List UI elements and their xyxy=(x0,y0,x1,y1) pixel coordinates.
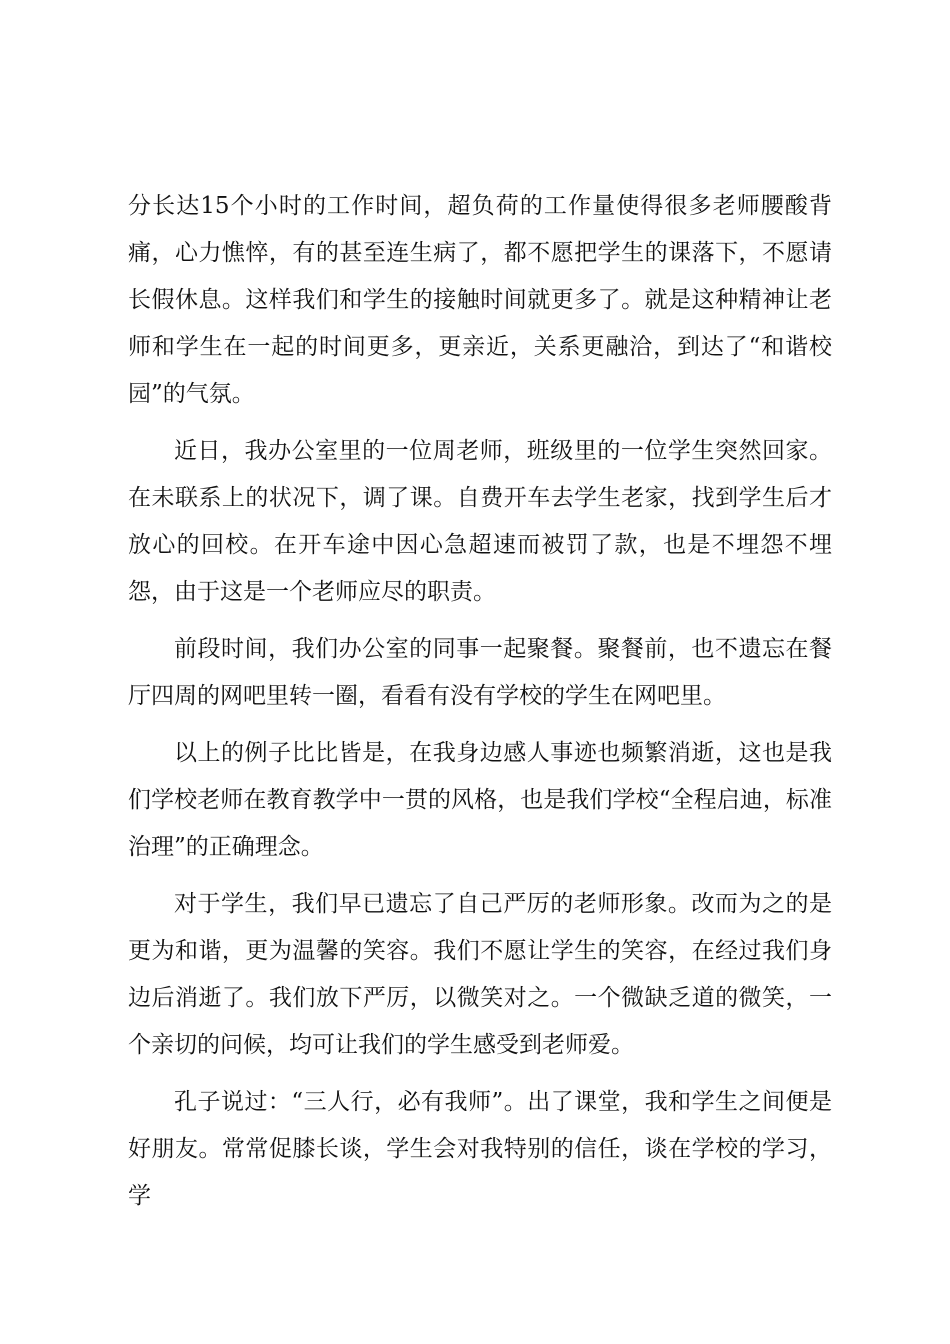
paragraph: 近日，我办公室里的一位周老师，班级里的一位学生突然回家。在未联系上的状况下，调了课。自费开车去学生老家，找到学生后才放心的回校。在开车途中因心急超速而被罚了款，也是不埋怨不埋怨，由于这是一个老师应尽的职责。 xyxy=(128,438,832,605)
document-body xyxy=(128,183,832,1230)
paragraph: 以上的例子比比皆是，在我身边感人事迹也频繁消逝，这也是我们学校老师在教育教学中一贯的风格，也是我们学校“全程启迪，标准治理”的正确理念。 xyxy=(128,740,832,860)
paragraph: 对于学生，我们早已遗忘了自己严厉的老师形象。改而为之的是更为和谐，更为温馨的笑容。我们不愿让学生的笑容，在经过我们身边后消逝了。我们放下严厉，以微笑对之。一个微缺乏道的微笑，一个亲切的问候，均可让我们的学生感受到老师爱。 xyxy=(128,891,832,1058)
paragraph: 前段时间，我们办公室的同事一起聚餐。聚餐前，也不遗忘在餐厅四周的网吧里转一圈，看看有没有学校的学生在网吧里。 xyxy=(128,636,832,709)
paragraph: 孔子说过：“三人行，必有我师”。出了课堂，我和学生之间便是好朋友。常常促膝长谈，学生会对我特别的信任，谈在学校的学习，学 xyxy=(128,1089,832,1209)
paragraph-continued: 分长达15个小时的工作时间，超负荷的工作量使得很多老师腰酸背痛，心力憔悴，有的甚至连生病了，都不愿把学生的课落下，不愿请长假休息。这样我们和学生的接触时间就更多了。就是这种精神让老师和学生在一起的时间更多，更亲近，关系更融洽，到达了“和谐校园”的气氛。 xyxy=(128,193,832,407)
